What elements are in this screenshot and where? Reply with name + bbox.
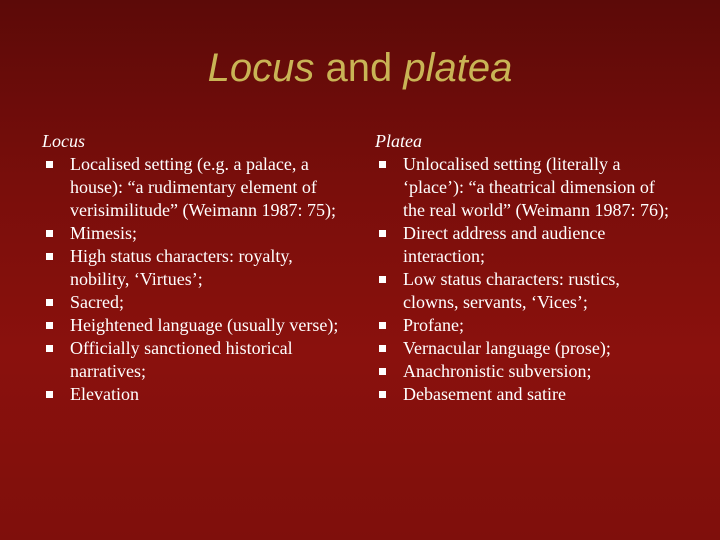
list-item-text: Vernacular language (prose); [403,338,611,358]
list-item-text: Elevation [70,384,139,404]
list-item-text: Profane; [403,315,464,335]
list-item [375,314,675,337]
square-bullet-icon [46,230,53,237]
locus-column [42,130,352,406]
square-bullet-icon [379,276,386,283]
square-bullet-icon [46,161,53,168]
list-item-text: Localised setting (e.g. a palace, a house): “a rudimentary element of verisimilitude” (Weimann 1987: 75); [70,154,336,220]
list-item-text: Heightened language (usually verse); [70,315,339,335]
list-item [42,337,352,383]
list-item-text: Debasement and satire [403,384,566,404]
square-bullet-icon [46,391,53,398]
title-locus: Locus [207,46,315,90]
square-bullet-icon [379,368,386,375]
square-bullet-icon [379,345,386,352]
list-item-text: Mimesis; [70,223,138,243]
list-item-text: Sacred; [70,292,124,312]
list-item-text: Direct address and audience interaction; [403,223,606,266]
list-item [42,314,352,337]
square-bullet-icon [46,253,53,260]
slide-title [0,40,720,96]
list-item [42,222,352,245]
list-item [42,291,352,314]
platea-column [375,130,675,406]
locus-heading: Locus [42,131,86,151]
list-item [375,383,675,406]
list-item [375,222,675,268]
list-item-text: Anachronistic subversion; [403,361,592,381]
list-item-text: Unlocalised setting (literally a ‘place’): “a theatrical dimension of the real world” (Weimann 1987: 76); [403,154,669,220]
list-item [375,337,675,360]
list-item-text: High status characters: royalty, nobility, ‘Virtues’; [70,246,293,289]
list-item-text: Officially sanctioned historical narratives; [70,338,293,381]
square-bullet-icon [46,345,53,352]
title-and: and [314,46,404,90]
square-bullet-icon [46,322,53,329]
square-bullet-icon [379,230,386,237]
list-item [375,153,675,222]
square-bullet-icon [46,299,53,306]
list-item [375,268,675,314]
title-platea: platea [403,46,513,90]
locus-list [42,153,352,406]
square-bullet-icon [379,322,386,329]
square-bullet-icon [379,161,386,168]
platea-heading: Platea [375,131,422,151]
list-item [42,153,352,222]
list-item-text: Low status characters: rustics, clowns, servants, ‘Vices’; [403,269,620,312]
platea-list [375,153,675,406]
list-item [375,360,675,383]
list-item [42,383,352,406]
list-item [42,245,352,291]
square-bullet-icon [379,391,386,398]
